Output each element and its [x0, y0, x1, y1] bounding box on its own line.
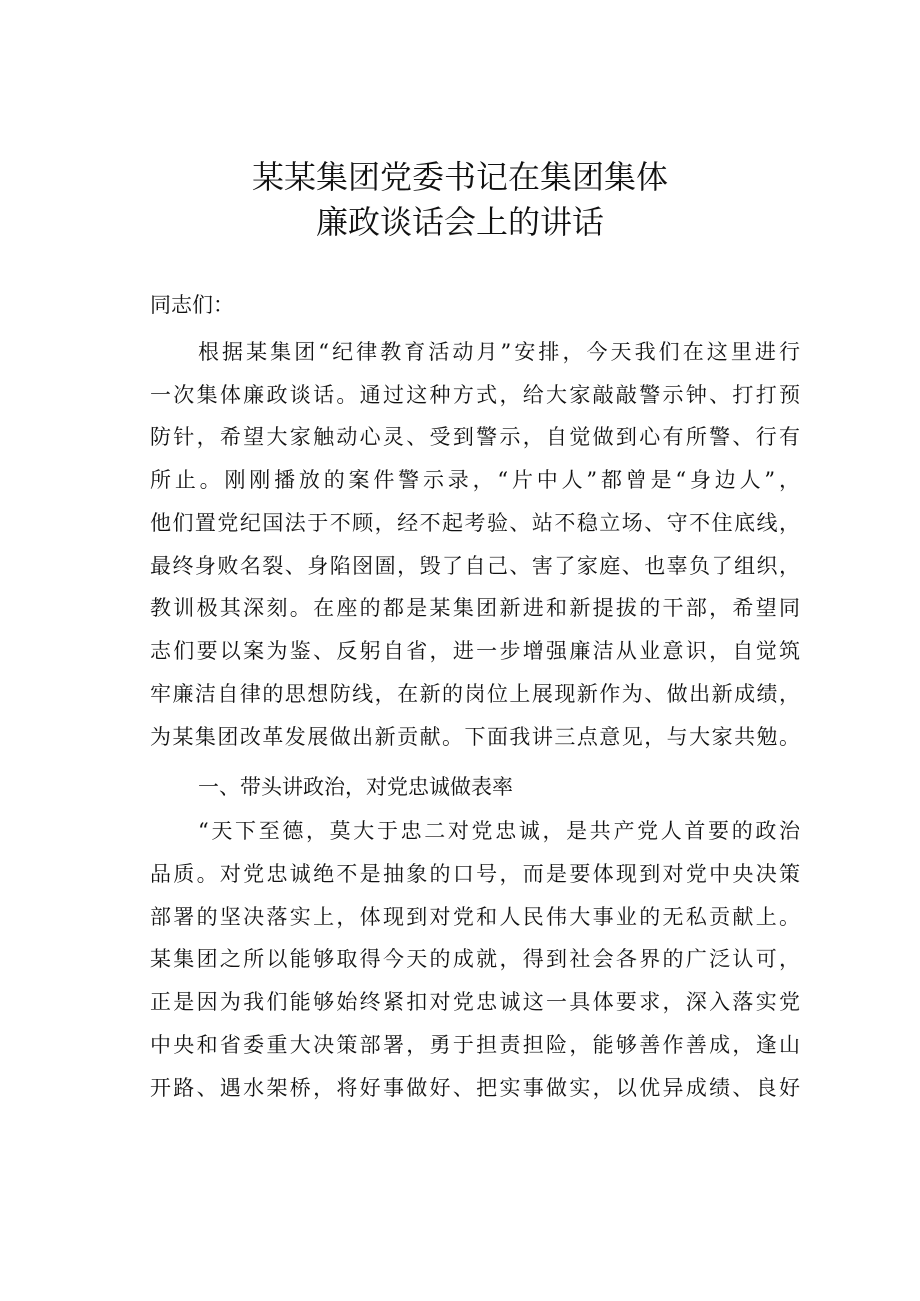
paragraph1-line: 根据某集团“纪律教育活动月”安排，今天我们在这里进行	[198, 340, 800, 364]
paragraph2-line: 开路、遇水架桥，将好事做好、把实事做实，以优异成绩、良好	[150, 1076, 800, 1100]
paragraph2-line: 部署的坚决落实上，体现到对党和人民伟大事业的无私贡献上。	[150, 905, 800, 929]
paragraph2-line: 某集团之所以能够取得今天的成就，得到社会各界的广泛认可，	[150, 947, 800, 971]
paragraph1-line: 为某集团改革发展做出新贡献。下面我讲三点意见，与大家共勉。	[150, 725, 800, 749]
paragraph2-line: 品质。对党忠诚绝不是抽象的口号，而是要体现到对党中央决策	[150, 862, 800, 886]
paragraph1-line: 牢廉洁自律的思想防线，在新的岗位上展现新作为、做出新成绩，	[150, 682, 800, 706]
paragraph1-line: 最终身败名裂、身陷囹圄，毁了自己、害了家庭、也辜负了组织，	[150, 554, 800, 578]
paragraph2-line: 正是因为我们能够始终紧扣对党忠诚这一具体要求，深入落实党	[150, 990, 800, 1014]
paragraph1-line: 一次集体廉政谈话。通过这种方式，给大家敲敲警示钟、打打预	[150, 383, 800, 407]
document-title-line-1: 某某集团党委书记在集团集体	[251, 158, 668, 196]
paragraph1-line: 教训极其深刻。在座的都是某集团新进和新提拔的干部，希望同	[150, 596, 800, 620]
paragraph2-line: “天下至德，莫大于忠二对党忠诚，是共产党人首要的政治	[198, 819, 800, 843]
salutation: 同志们：	[150, 293, 234, 317]
section-heading-1: 一、带头讲政治，对党忠诚做表率	[198, 775, 513, 799]
paragraph1-line: 志们要以案为鉴、反躬自省，进一步增强廉洁从业意识，自觉筑	[150, 639, 800, 663]
paragraph1-line: 他们置党纪国法于不顾，经不起考验、站不稳立场、守不住底线，	[150, 511, 800, 535]
paragraph1-line: 防针，希望大家触动心灵、受到警示，自觉做到心有所警、行有	[150, 425, 800, 449]
document-title-line-2: 廉政谈话会上的讲话	[315, 203, 604, 241]
paragraph1-line: 所止。刚刚播放的案件警示录，“片中人”都曾是“身边人”，	[150, 468, 800, 492]
paragraph2-line: 中央和省委重大决策部署，勇于担责担险，能够善作善成，逢山	[150, 1033, 800, 1057]
